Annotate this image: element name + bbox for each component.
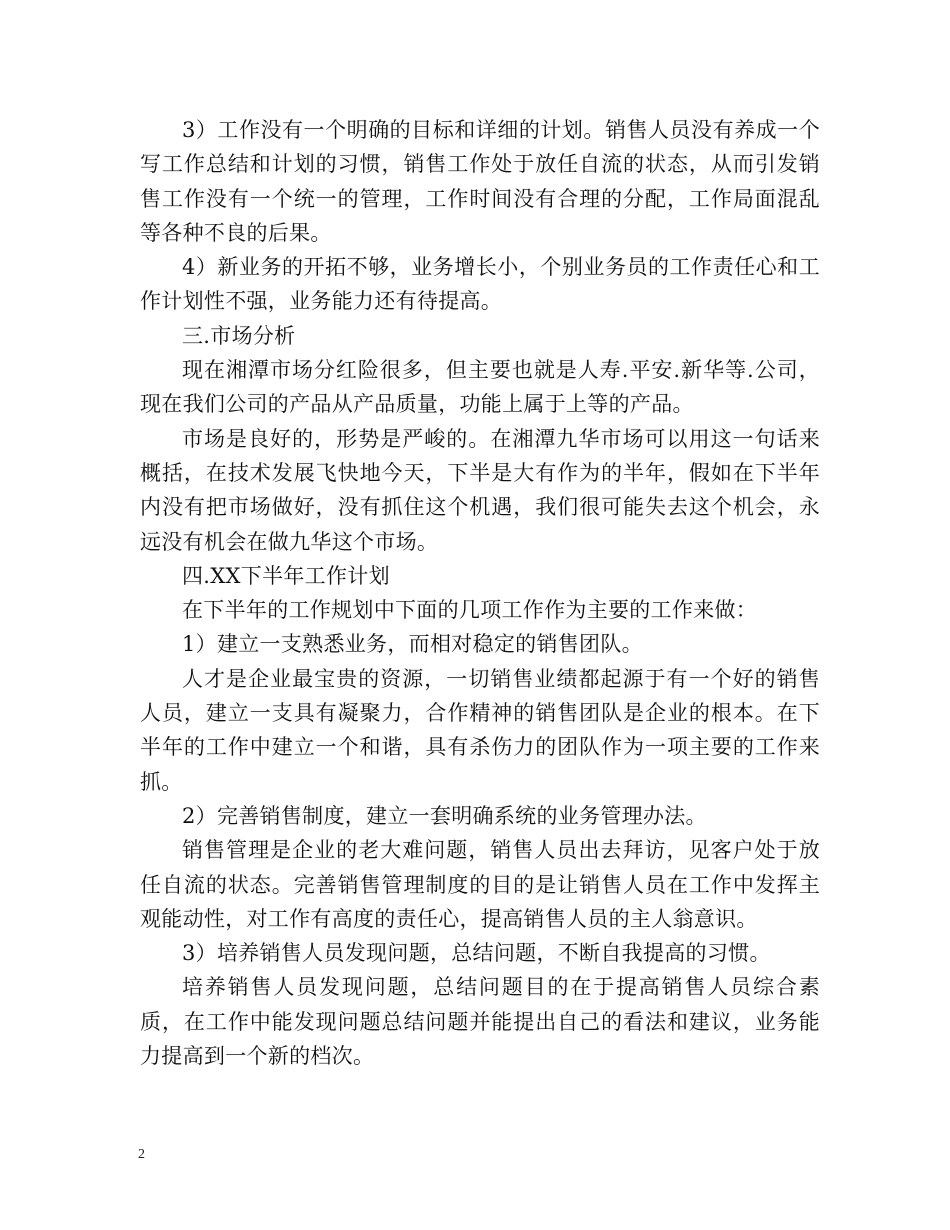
paragraph-5: 在下半年的工作规划中下面的几项工作作为主要的工作来做： — [182, 598, 758, 623]
plan-item-1: 1）建立一支熟悉业务，而相对稳定的销售团队。 — [182, 632, 643, 657]
page-number: 2 — [138, 1147, 145, 1162]
section-heading-work-plan: 四.XX下半年工作计划 — [182, 563, 390, 588]
document-body — [140, 113, 820, 1073]
paragraph-3: 现在湘潭市场分红险很多，但主要也就是人寿.平安.新华等.公司，现在我们公司的产品从产品质量，功能上属于上等的产品。 — [140, 358, 820, 417]
paragraph-6: 人才是企业最宝贵的资源，一切销售业绩都起源于有一个好的销售人员，建立一支具有凝聚力，合作精神的销售团队是企业的根本。在下半年的工作中建立一个和谐，具有杀伤力的团队作为一项主要的工作来抓。 — [140, 666, 820, 794]
section-heading-market-analysis: 三.市场分析 — [182, 323, 296, 348]
paragraph-8: 培养销售人员发现问题，总结问题目的在于提高销售人员综合素质，在工作中能发现问题总结问题并能提出自己的看法和建议，业务能力提高到一个新的档次。 — [140, 975, 820, 1069]
plan-item-2: 2）完善销售制度，建立一套明确系统的业务管理办法。 — [182, 803, 707, 828]
paragraph-2: 4）新业务的开拓不够，业务增长小，个别业务员的工作责任心和工作计划性不强，业务能力还有待提高。 — [140, 255, 820, 314]
paragraph-4: 市场是良好的，形势是严峻的。在湘潭九华市场可以用这一句话来概括，在技术发展飞快地今天，下半是大有作为的半年，假如在下半年内没有把市场做好，没有抓住这个机遇，我们很可能失去这个机会，永远没有机会在做九华这个市场。 — [140, 426, 820, 554]
plan-item-3: 3）培养销售人员发现问题，总结问题，不断自我提高的习惯。 — [182, 941, 771, 966]
paragraph-1: 3）工作没有一个明确的目标和详细的计划。销售人员没有养成一个写工作总结和计划的习惯，销售工作处于放任自流的状态，从而引发销售工作没有一个统一的管理，工作时间没有合理的分配，工作局面混乱等各种不良的后果。 — [140, 118, 820, 245]
paragraph-7: 销售管理是企业的老大难问题，销售人员出去拜访，见客户处于放任自流的状态。完善销售管理制度的目的是让销售人员在工作中发挥主观能动性，对工作有高度的责任心，提高销售人员的主人翁意识。 — [140, 838, 820, 931]
